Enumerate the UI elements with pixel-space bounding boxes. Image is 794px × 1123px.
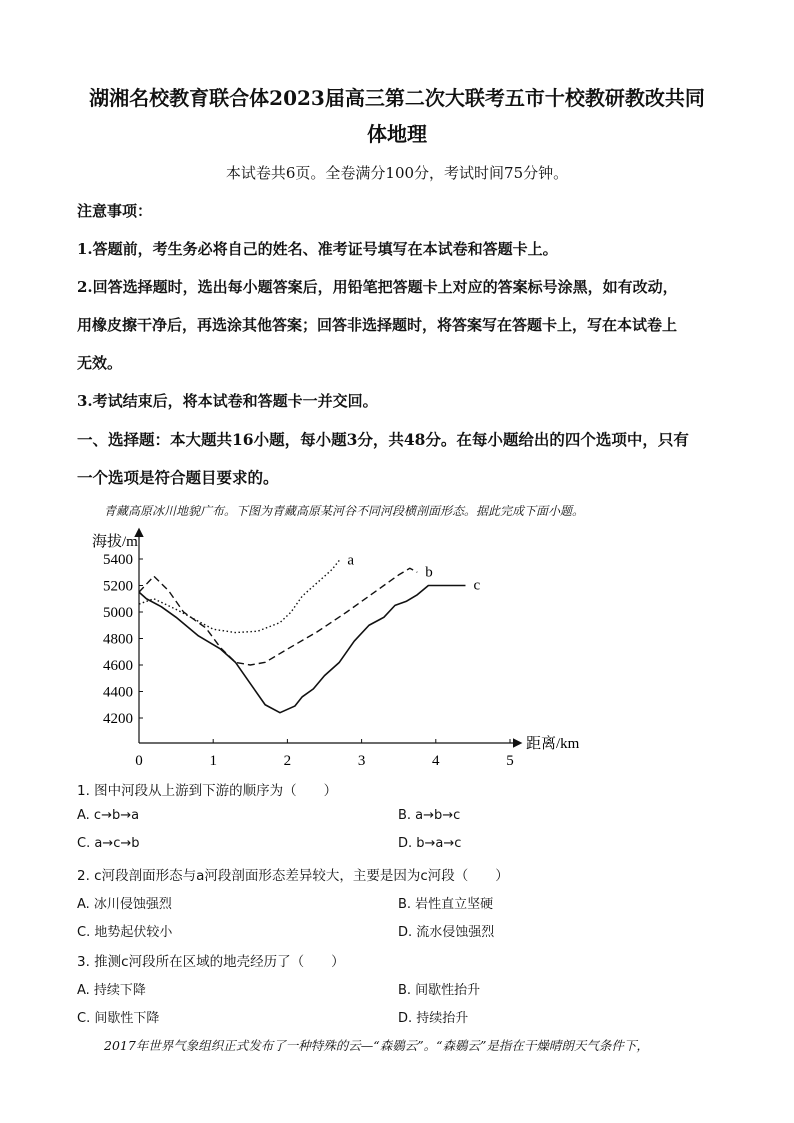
y-tick-label: 4400: [103, 684, 133, 701]
question-1-option-d[interactable]: D. b→a→c: [398, 836, 462, 851]
notice-item-3: 3.考试结束后，将本试卷和答题卡一并交回。: [77, 392, 378, 410]
y-tick-label: 4800: [103, 631, 133, 648]
section-heading-line2: 一个选项是符合题目要求的。: [77, 468, 279, 487]
question-2-option-d[interactable]: D. 流水侵蚀强烈: [398, 925, 495, 940]
question-3-option-a[interactable]: A. 持续下降: [77, 983, 146, 998]
y-tick-label: 5000: [103, 605, 133, 621]
exam-title-line2: 体地理: [367, 122, 427, 146]
question-3-option-d[interactable]: D. 持续抬升: [398, 1011, 469, 1026]
series-label-b: b: [425, 564, 433, 581]
y-axis-label: 海拔/m: [92, 534, 138, 550]
question-1-option-a[interactable]: A. c→b→a: [77, 808, 140, 823]
question-3-option-b[interactable]: B. 间歇性抬升: [398, 983, 481, 998]
question-3-option-c[interactable]: C. 间歇性下降: [77, 1011, 160, 1026]
notice-item-2-line2: 用橡皮擦干净后，再选涂其他答案；回答非选择题时，将答案写在答题卡上，写在本试卷上: [77, 316, 678, 334]
x-tick-label: 4: [432, 753, 440, 769]
question-1-stem: 1. 图中河段从上游到下游的顺序为（ ）: [77, 783, 338, 799]
question-2-option-b[interactable]: B. 岩性直立坚硬: [398, 897, 494, 912]
valley-profile-chart: [80, 520, 580, 780]
x-tick-label: 2: [283, 753, 292, 769]
exam-subtitle: 本试卷共6页。全卷满分100分，考试时间75分钟。: [225, 164, 569, 182]
question-1-option-c[interactable]: C. a→c→b: [77, 836, 140, 851]
series-label-a: a: [347, 552, 355, 569]
passage-1: 青藏高原冰川地貌广布。下图为青藏高原某河谷不同河段横剖面形态。据此完成下面小题。: [104, 504, 585, 518]
y-tick-label: 5200: [103, 578, 133, 595]
question-2-stem: 2. c河段剖面形态与a河段剖面形态差异较大，主要是因为c河段（ ）: [77, 868, 509, 884]
question-1-option-b[interactable]: B. a→b→c: [398, 808, 461, 823]
y-tick-label: 4600: [103, 658, 133, 674]
series-line-c: [139, 586, 465, 713]
notice-item-2-line3: 无效。: [77, 354, 123, 372]
series-line-b: [139, 568, 417, 665]
section-heading-line1: 一、选择题：本大题共16小题，每小题3分，共48分。在每小题给出的四个选项中，只有: [77, 430, 689, 449]
series-label-c: c: [473, 577, 481, 594]
x-tick-label: 1: [209, 753, 217, 769]
question-3-stem: 3. 推测c河段所在区域的地壳经历了（ ）: [77, 954, 345, 970]
notice-item-2-line1: 2.回答选择题时，选出每小题答案后，用铅笔把答题卡上对应的答案标号涂黑，如有改动，: [77, 278, 678, 296]
question-2-option-a[interactable]: A. 冰川侵蚀强烈: [77, 897, 172, 912]
y-tick-label: 4200: [103, 711, 133, 727]
passage-2: 2017年世界气象组织正式发布了一种特殊的云—“森鷃云”。“森鷃云”是指在干燥晴朗天气条件下，: [104, 1038, 649, 1053]
x-tick-label: 3: [357, 753, 366, 769]
x-tick-label: 5: [506, 753, 514, 769]
series-line-a: [139, 560, 339, 632]
notice-heading: 注意事项：: [77, 202, 153, 220]
x-axis-label: 距离/km: [526, 736, 580, 752]
y-tick-label: 5400: [103, 552, 133, 568]
exam-title-line1: 湖湘名校教育联合体2023届高三第二次大联考五市十校教研教改共同: [89, 86, 705, 110]
x-tick-label: 0: [135, 753, 143, 769]
notice-item-1: 1.答题前，考生务必将自己的姓名、准考证号填写在本试卷和答题卡上。: [77, 240, 558, 258]
question-2-option-c[interactable]: C. 地势起伏较小: [77, 925, 173, 940]
